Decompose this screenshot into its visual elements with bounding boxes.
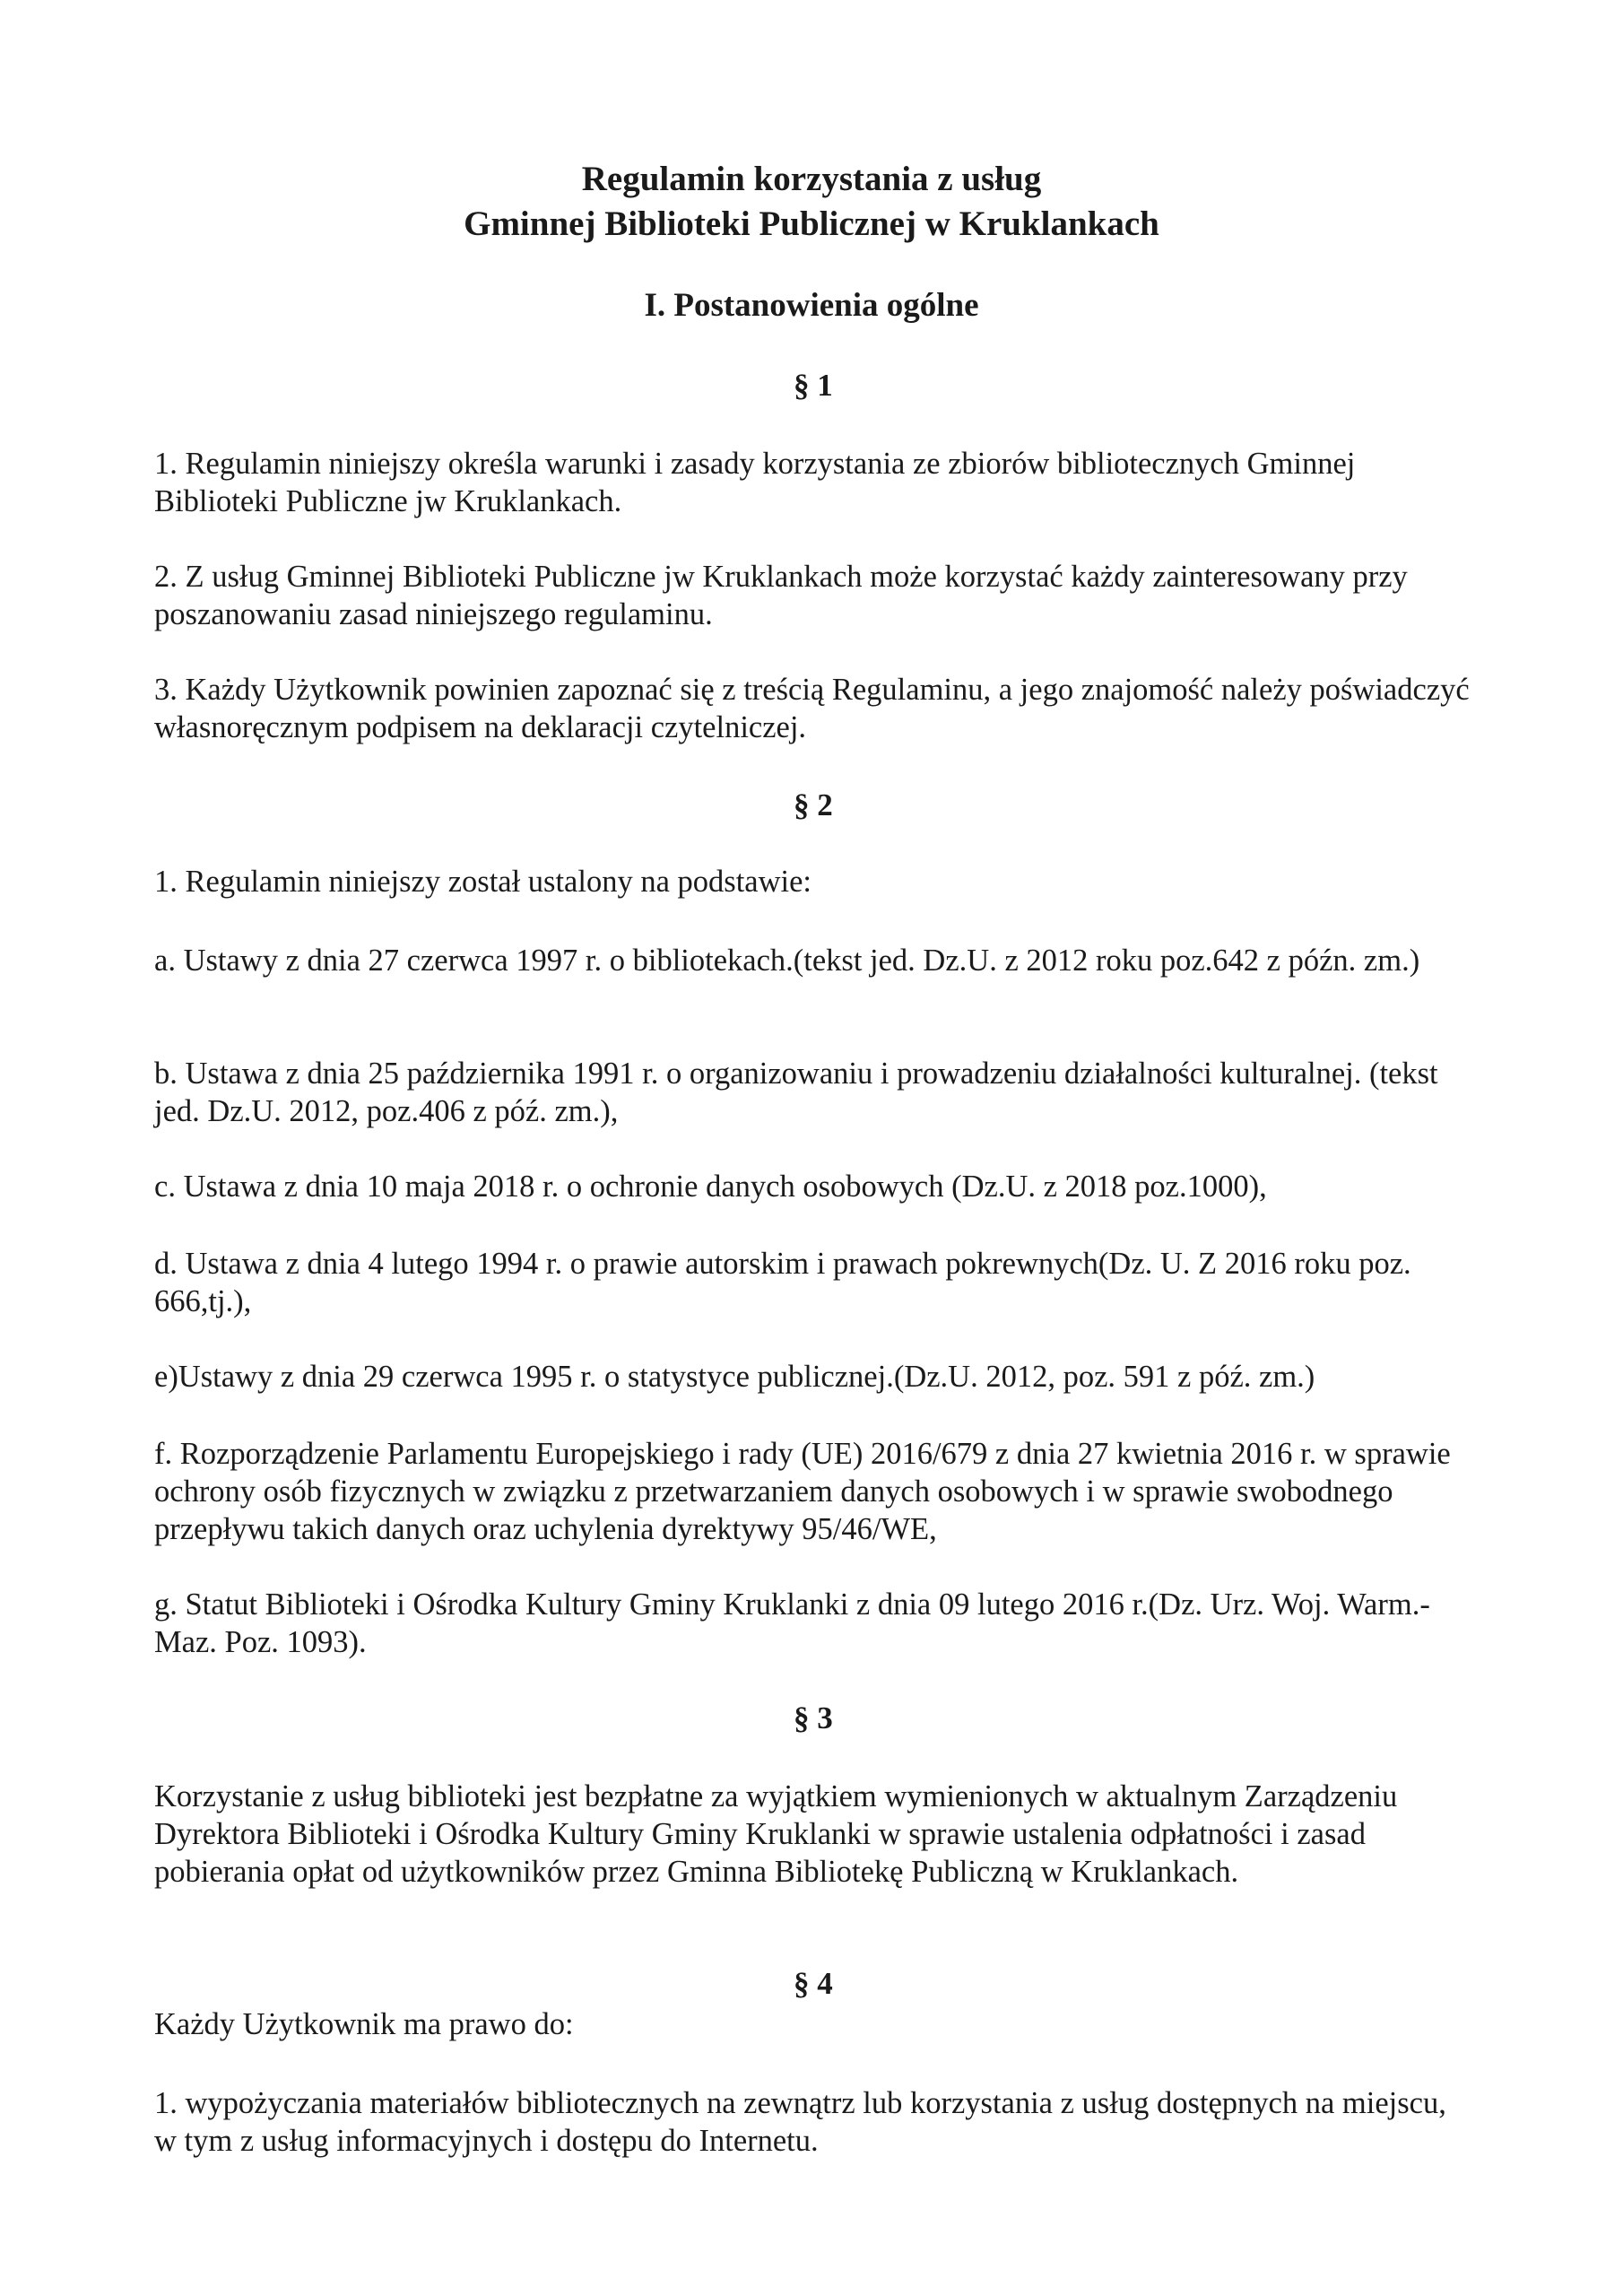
p4-intro: Każdy Użytkownik ma prawo do: — [154, 2007, 574, 2041]
p3-text: Korzystanie z usług biblioteki jest bezpłatne za wyjątkiem wymienionych w aktualnym Zarządzeniu Dyrektora Biblioteki i Ośrodka Kultury Gminy Kruklanki w sprawie ustalenia odpłatności i zasad pobierania opłat od użytkowników przez Gminna Bibliotekę Publiczną w Kruklankach. — [154, 1779, 1398, 1889]
p2-item-b: b. Ustawa z dnia 25 października 1991 r. o organizowaniu i prowadzeniu działalności kulturalnej. (tekst jed. Dz.U. 2012, poz.406 z póź. zm.), — [154, 1057, 1438, 1128]
p2-intro: 1. Regulamin niniejszy został ustalony na podstawie: — [154, 865, 812, 899]
p1-item-3: 3. Każdy Użytkownik powinien zapoznać się z treścią Regulaminu, a jego znajomość należy poświadczyć własnoręcznym podpisem na deklaracji czytelniczej. — [154, 673, 1470, 744]
p4-item-1: 1. wypożyczania materiałów bibliotecznych na zewnątrz lub korzystania z usług dostępnych na miejscu, w tym z usług informacyjnych i dostępu do Internetu. — [154, 2086, 1446, 2158]
paragraph-mark-4: § 4 — [794, 1966, 833, 2001]
p2-item-d: d. Ustawa z dnia 4 lutego 1994 r. o prawie autorskim i prawach pokrewnych(Dz. U. Z 2016 roku poz. 666,tj.), — [154, 1247, 1411, 1318]
p2-item-g: g. Statut Biblioteki i Ośrodka Kultury Gminy Kruklanki z dnia 09 lutego 2016 r.(Dz. Urz. Woj. Warm.-Maz. Poz. 1093). — [154, 1587, 1430, 1659]
document-title-line-2: Gminnej Biblioteki Publicznej w Kruklankach — [464, 204, 1159, 243]
p1-item-2: 2. Z usług Gminnej Biblioteki Publiczne jw Kruklankach może korzystać każdy zainteresowany przy poszanowaniu zasad niniejszego regulaminu. — [154, 560, 1408, 631]
p2-item-a: a. Ustawy z dnia 27 czerwca 1997 r. o bibliotekach.(tekst jed. Dz.U. z 2012 roku poz.642 z późn. zm.) — [154, 944, 1420, 978]
p2-item-c: c. Ustawa z dnia 10 maja 2018 r. o ochronie danych osobowych (Dz.U. z 2018 poz.1000), — [154, 1170, 1267, 1204]
paragraph-mark-3: § 3 — [794, 1700, 833, 1735]
p2-item-f: f. Rozporządzenie Parlamentu Europejskiego i rady (UE) 2016/679 z dnia 27 kwietnia 2016 r. w sprawie ochrony osób fizycznych w związku z przetwarzaniem danych osobowych i w sprawie swobodnego przepływu takich danych oraz uchylenia dyrektywy 95/46/WE, — [154, 1437, 1451, 1546]
section-heading: I. Postanowienia ogólne — [644, 287, 979, 324]
p2-item-e: e)Ustawy z dnia 29 czerwca 1995 r. o statystyce publicznej.(Dz.U. 2012, poz. 591 z póź. zm.) — [154, 1360, 1315, 1394]
document-title-line-1: Regulamin korzystania z usług — [581, 160, 1042, 198]
p1-item-1: 1. Regulamin niniejszy określa warunki i zasady korzystania ze zbiorów bibliotecznych Gminnej Biblioteki Publiczne jw Kruklankach. — [154, 447, 1356, 518]
paragraph-mark-1: § 1 — [794, 368, 833, 403]
paragraph-mark-2: § 2 — [794, 787, 833, 822]
